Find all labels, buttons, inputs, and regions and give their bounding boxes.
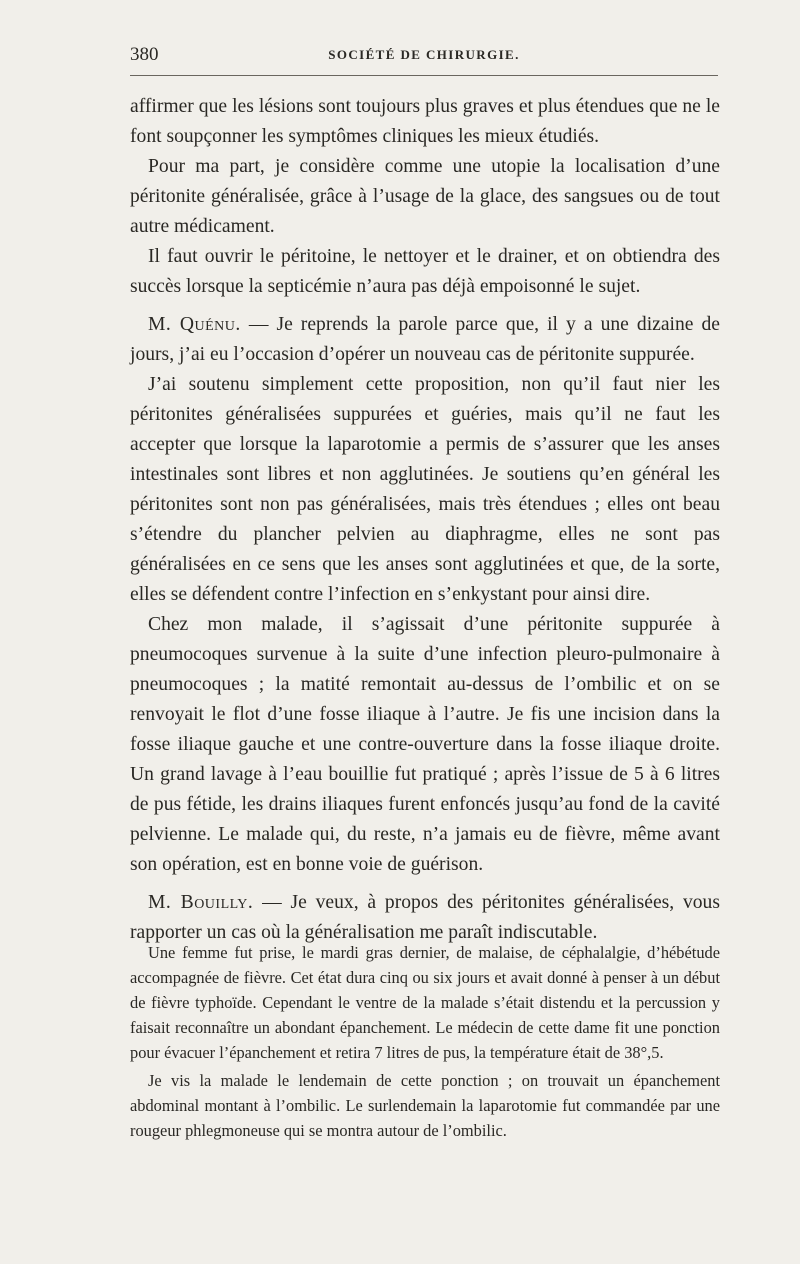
page-header	[130, 44, 718, 68]
header-rule	[130, 75, 718, 76]
page-number: 380	[130, 44, 159, 65]
small-paragraph-1: Une femme fut prise, le mardi gras dernier, de malaise, de céphalalgie, d’hébétude accompagnée de fièvre. Cet état dura cinq ou six jours et avait donné à penser à un début de fièvre typhoïde. Cependant le ventre de la malade s’était distendu et la percussion y faisait reconnaître un abondant épanchement. Le médecin de cette dame fit une ponction pour évacuer l’épanchement et retira 7 litres de pus, la température était de 38°,5.	[130, 943, 720, 1062]
paragraph-1: affirmer que les lésions sont toujours plus graves et plus étendues que ne le font soupçonner les symptômes cliniques les mieux étudiés.	[130, 96, 720, 147]
running-title: SOCIÉTÉ DE CHIRURGIE.	[328, 47, 520, 62]
paragraph-bouilly: M. Bouilly. — Je veux, à propos des péritonites généralisées, vous rapporter un cas où la généralisation me paraît indiscutable.	[130, 892, 720, 943]
speaker-name: M. Quénu.	[148, 314, 241, 335]
case-report-text	[130, 940, 720, 1143]
small-paragraph-2: Je vis la malade le lendemain de cette ponction ; on trouvait un épanchement abdominal montant à l’ombilic. Le surlendemain la laparotomie fut commandée par une rougeur phlegmoneuse qui se montra autour de l’ombilic.	[130, 1071, 720, 1140]
paragraph-3: Il faut ouvrir le péritoine, le nettoyer et le drainer, et on obtiendra des succès lorsque la septicémie n’aura pas déjà empoisonné le sujet.	[130, 246, 720, 297]
paragraph-6: Chez mon malade, il s’agissait d’une péritonite suppurée à pneumocoques survenue à la suite d’une infection pleuro-pulmonaire à pneumocoques ; la matité remontait au-dessus de l’ombilic et on se renvoyait le flot d’une fosse iliaque à l’autre. Je fis une incision dans la fosse iliaque gauche et une contre-ouverture dans la fosse iliaque droite. Un grand lavage à l’eau bouillie fut pratiqué ; après l’issue de 5 à 6 litres de pus fétide, les drains iliaques furent enfoncés jusqu’au fond de la cavité pelvienne. Le malade qui, du reste, n’a jamais eu de fièvre, même avant son opération, est en bonne voie de guérison.	[130, 614, 720, 875]
paragraph-2: Pour ma part, je considère comme une utopie la localisation d’une péritonite généralisée, grâce à l’usage de la glace, des sangsues ou de tout autre médicament.	[130, 156, 720, 237]
speaker-name: M. Bouilly.	[148, 892, 254, 913]
paragraph-quenu: M. Quénu. — Je reprends la parole parce que, il y a une dizaine de jours, j’ai eu l’occasion d’opérer un nouveau cas de péritonite suppurée.	[130, 314, 720, 365]
paragraph-5: J’ai soutenu simplement cette proposition, non qu’il faut nier les péritonites généralisées suppurées et guéries, mais qu’il ne faut les accepter que lorsque la laparotomie a permis de s’assurer que les anses intestinales sont libres et non agglutinées. Je soutiens qu’en général les péritonites sont non pas généralisées, mais très étendues ; elles ont beau s’étendre du plancher pelvien au diaphragme, elles ne sont pas généralisées en ce sens que les anses sont agglutinées et que, de la sorte, elles se défendent contre l’infection en s’enkystant pour ainsi dire.	[130, 374, 720, 605]
main-text	[130, 92, 720, 948]
